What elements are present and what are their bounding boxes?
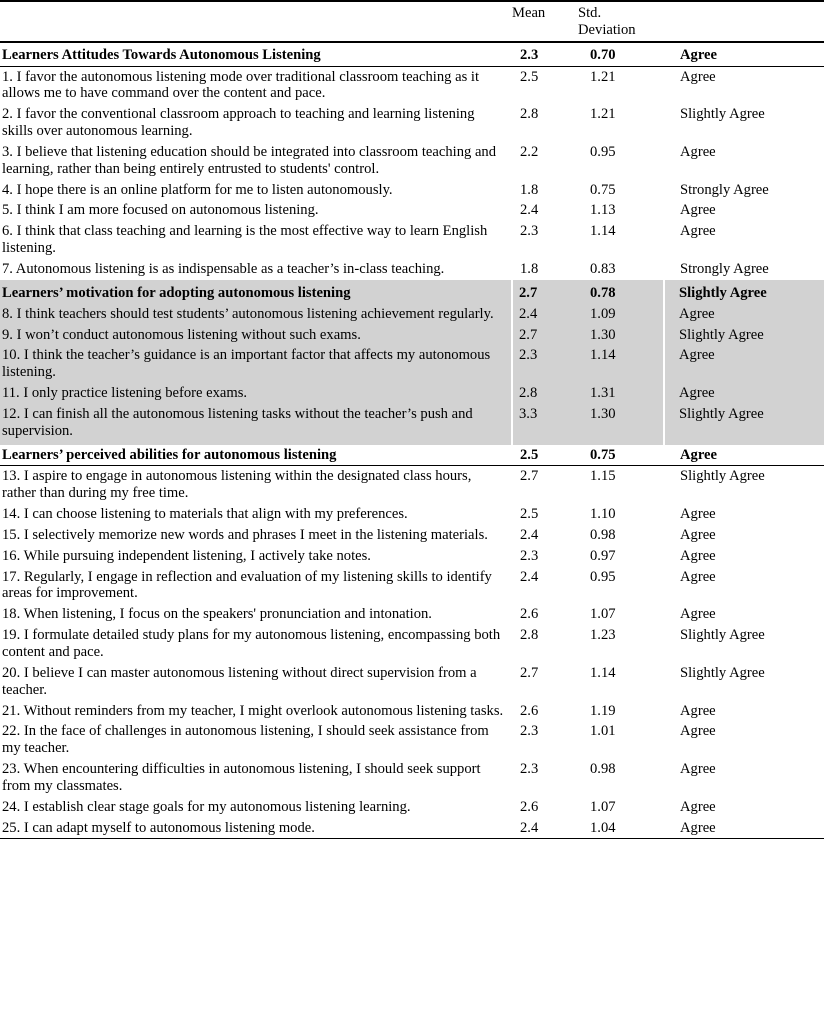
row-interpretation: Slightly Agree: [664, 325, 824, 346]
section-interpretation: Agree: [680, 46, 718, 63]
row-statement: 3. I believe that listening education should be integrated into classroom teaching and learning, rather than being entirely entrusted to students' control.: [2, 143, 497, 177]
table-row: [0, 466, 824, 504]
row-mean: 2.4: [512, 304, 578, 325]
section-header-row-perceived-abilities: [0, 445, 824, 466]
table-row: [0, 67, 824, 105]
row-statement: 2. I favor the conventional classroom approach to teaching and learning listening skills over autonomous learning.: [2, 106, 475, 140]
section-mean: 2.5: [520, 446, 539, 463]
row-mean: 1.8: [520, 260, 539, 277]
row-sd: 1.19: [590, 702, 616, 719]
row-sd: 0.97: [590, 547, 616, 564]
row-sd: 1.31: [578, 383, 664, 404]
table-row: [0, 546, 824, 567]
section-mean: 2.3: [520, 46, 539, 63]
row-mean: 2.3: [520, 761, 539, 778]
section-header-row-attitudes: [0, 45, 824, 66]
row-interpretation: Agree: [664, 304, 824, 325]
row-interpretation: Agree: [680, 568, 716, 585]
row-interpretation: Agree: [680, 798, 716, 815]
row-sd: 0.83: [590, 260, 616, 277]
row-sd: 1.10: [590, 506, 616, 523]
row-statement: 14. I can choose listening to materials that align with my preferences.: [2, 506, 408, 523]
table-row: [0, 404, 824, 442]
row-mean: 2.3: [520, 547, 539, 564]
row-statement: 8. I think teachers should test students’ autonomous listening achievement regularly.: [0, 304, 512, 325]
row-mean: 2.5: [520, 506, 539, 523]
section-header-row-motivation: [0, 283, 824, 304]
horizontal-rule: [0, 839, 824, 840]
table-row: [0, 759, 824, 797]
row-statement: 25. I can adapt myself to autonomous listening mode.: [2, 819, 315, 836]
row-statement: 4. I hope there is an online platform for me to listen autonomously.: [2, 181, 393, 198]
row-sd: 1.14: [590, 223, 616, 240]
row-sd: 0.98: [590, 761, 616, 778]
table-row: [0, 259, 824, 280]
row-interpretation: Slightly Agree: [680, 468, 765, 485]
table-row: [0, 504, 824, 525]
row-mean: 2.7: [520, 468, 539, 485]
row-sd: 1.13: [590, 202, 616, 219]
row-interpretation: Agree: [680, 819, 716, 836]
row-mean: 2.8: [512, 383, 578, 404]
table-bottom-rule: [0, 839, 824, 840]
row-interpretation: Agree: [680, 547, 716, 564]
std-deviation-line-1: Std.: [578, 5, 602, 21]
row-statement: 1. I favor the autonomous listening mode over traditional classroom teaching as it allows me to have command over the content and pace.: [2, 68, 480, 102]
row-mean: 2.6: [520, 606, 539, 623]
row-interpretation: Agree: [680, 526, 716, 543]
row-interpretation: Agree: [664, 383, 824, 404]
row-sd: 1.15: [590, 468, 616, 485]
section-sd: 0.70: [590, 46, 616, 63]
table-body: [0, 1, 824, 840]
row-mean: 3.3: [512, 404, 578, 442]
row-mean: 2.6: [520, 798, 539, 815]
row-statement: 21. Without reminders from my teacher, I might overlook autonomous listening tasks.: [2, 702, 504, 719]
row-statement: 20. I believe I can master autonomous listening without direct supervision from a teacher.: [2, 664, 477, 698]
column-header-std-deviation: [578, 2, 664, 41]
row-statement: 16. While pursuing independent listening, I actively take notes.: [2, 547, 371, 564]
row-interpretation: Agree: [680, 202, 716, 219]
row-statement: 22. In the face of challenges in autonomous listening, I should seek assistance from my teacher.: [2, 723, 489, 757]
row-sd: 1.04: [590, 819, 616, 836]
table-row: [0, 221, 824, 259]
table-row: [0, 142, 824, 180]
row-statement: 23. When encountering difficulties in autonomous listening, I should seek support from my classmates.: [2, 761, 481, 794]
row-statement: 12. I can finish all the autonomous listening tasks without the teacher’s push and supervision.: [0, 404, 512, 442]
column-header-mean: Mean: [512, 5, 546, 21]
row-mean: 2.4: [520, 568, 539, 585]
row-sd: 1.01: [590, 723, 616, 740]
table-row: [0, 721, 824, 759]
row-mean: 2.3: [512, 345, 578, 383]
row-statement: 9. I won’t conduct autonomous listening without such exams.: [0, 325, 512, 346]
row-sd: 1.30: [578, 325, 664, 346]
row-sd: 1.07: [590, 798, 616, 815]
row-sd: 1.14: [578, 345, 664, 383]
row-sd: 0.95: [590, 568, 616, 585]
section-title: Learners Attitudes Towards Autonomous Listening: [2, 46, 321, 63]
table-row: [0, 345, 824, 383]
column-header-item: [0, 2, 512, 41]
row-mean: 1.8: [520, 181, 539, 198]
row-interpretation: Agree: [680, 143, 716, 160]
column-header-interpretation: [664, 2, 824, 41]
row-mean: 2.5: [520, 68, 539, 85]
row-statement: 13. I aspire to engage in autonomous listening within the designated class hours, rather than during my free time.: [2, 468, 472, 502]
row-sd: 1.30: [578, 404, 664, 442]
row-interpretation: Agree: [680, 761, 716, 778]
row-sd: 0.98: [590, 526, 616, 543]
row-mean: 2.7: [512, 325, 578, 346]
section-sd: 0.75: [590, 446, 616, 463]
section-title: Learners’ perceived abilities for autonomous listening: [2, 446, 337, 463]
row-mean: 2.8: [520, 627, 539, 644]
section-interpretation: Agree: [680, 446, 718, 463]
row-interpretation: Agree: [680, 68, 716, 85]
row-interpretation: Agree: [680, 506, 716, 523]
row-statement: 10. I think the teacher’s guidance is an important factor that affects my autonomous listening.: [0, 345, 512, 383]
row-interpretation: Agree: [664, 345, 824, 383]
row-statement: 15. I selectively memorize new words and phrases I meet in the listening materials.: [2, 526, 488, 543]
table-row: [0, 604, 824, 625]
table-row: [0, 525, 824, 546]
table-row: [0, 304, 824, 325]
table-row: [0, 104, 824, 142]
table-row: [0, 818, 824, 839]
row-mean: 2.8: [520, 106, 539, 123]
table-row: [0, 701, 824, 722]
row-interpretation: Agree: [680, 223, 716, 240]
row-mean: 2.3: [520, 223, 539, 240]
table-row: [0, 625, 824, 663]
row-statement: 6. I think that class teaching and learning is the most effective way to learn English listening.: [2, 223, 488, 257]
row-mean: 2.6: [520, 702, 539, 719]
row-interpretation: Strongly Agree: [680, 181, 769, 198]
row-interpretation: Slightly Agree: [680, 664, 765, 681]
row-statement: 18. When listening, I focus on the speakers' pronunciation and intonation.: [2, 606, 432, 623]
row-mean: 2.4: [520, 526, 539, 543]
table-row: [0, 797, 824, 818]
row-mean: 2.4: [520, 202, 539, 219]
section-title: Learners’ motivation for adopting autonomous listening: [0, 283, 512, 304]
column-header-row: [0, 2, 824, 41]
row-sd: 1.14: [590, 664, 616, 681]
row-mean: 2.3: [520, 723, 539, 740]
row-statement: 24. I establish clear stage goals for my autonomous listening learning.: [2, 798, 411, 815]
row-mean: 2.2: [520, 143, 539, 160]
row-statement: 7. Autonomous listening is as indispensable as a teacher’s in-class teaching.: [2, 260, 445, 277]
table-row: [0, 325, 824, 346]
row-interpretation: Slightly Agree: [664, 404, 824, 442]
table-row: [0, 663, 824, 701]
row-interpretation: Strongly Agree: [680, 260, 769, 277]
row-statement: 11. I only practice listening before exams.: [0, 383, 512, 404]
table-row: [0, 567, 824, 605]
table-row: [0, 180, 824, 201]
row-sd: 1.23: [590, 627, 616, 644]
row-sd: 0.95: [590, 143, 616, 160]
table-row: [0, 383, 824, 404]
row-statement: 19. I formulate detailed study plans for my autonomous listening, encompassing both content and pace.: [2, 627, 501, 660]
row-sd: 1.21: [590, 68, 616, 85]
row-interpretation: Agree: [680, 723, 716, 740]
row-statement: 5. I think I am more focused on autonomous listening.: [2, 202, 319, 219]
row-sd: 1.21: [590, 106, 616, 123]
row-mean: 2.7: [520, 664, 539, 681]
row-statement: 17. Regularly, I engage in reflection and evaluation of my listening skills to identify areas for improvement.: [2, 568, 492, 602]
row-interpretation: Slightly Agree: [680, 106, 765, 123]
section-mean: 2.7: [512, 283, 578, 304]
std-deviation-line-2: Deviation: [578, 21, 636, 38]
row-interpretation: Agree: [680, 606, 716, 623]
row-interpretation: Agree: [680, 702, 716, 719]
row-mean: 2.4: [520, 819, 539, 836]
row-sd: 1.07: [590, 606, 616, 623]
table-row: [0, 200, 824, 221]
section-interpretation: Slightly Agree: [664, 283, 824, 304]
section-sd: 0.78: [578, 283, 664, 304]
row-sd: 0.75: [590, 181, 616, 198]
row-sd: 1.09: [578, 304, 664, 325]
row-interpretation: Slightly Agree: [680, 627, 765, 644]
